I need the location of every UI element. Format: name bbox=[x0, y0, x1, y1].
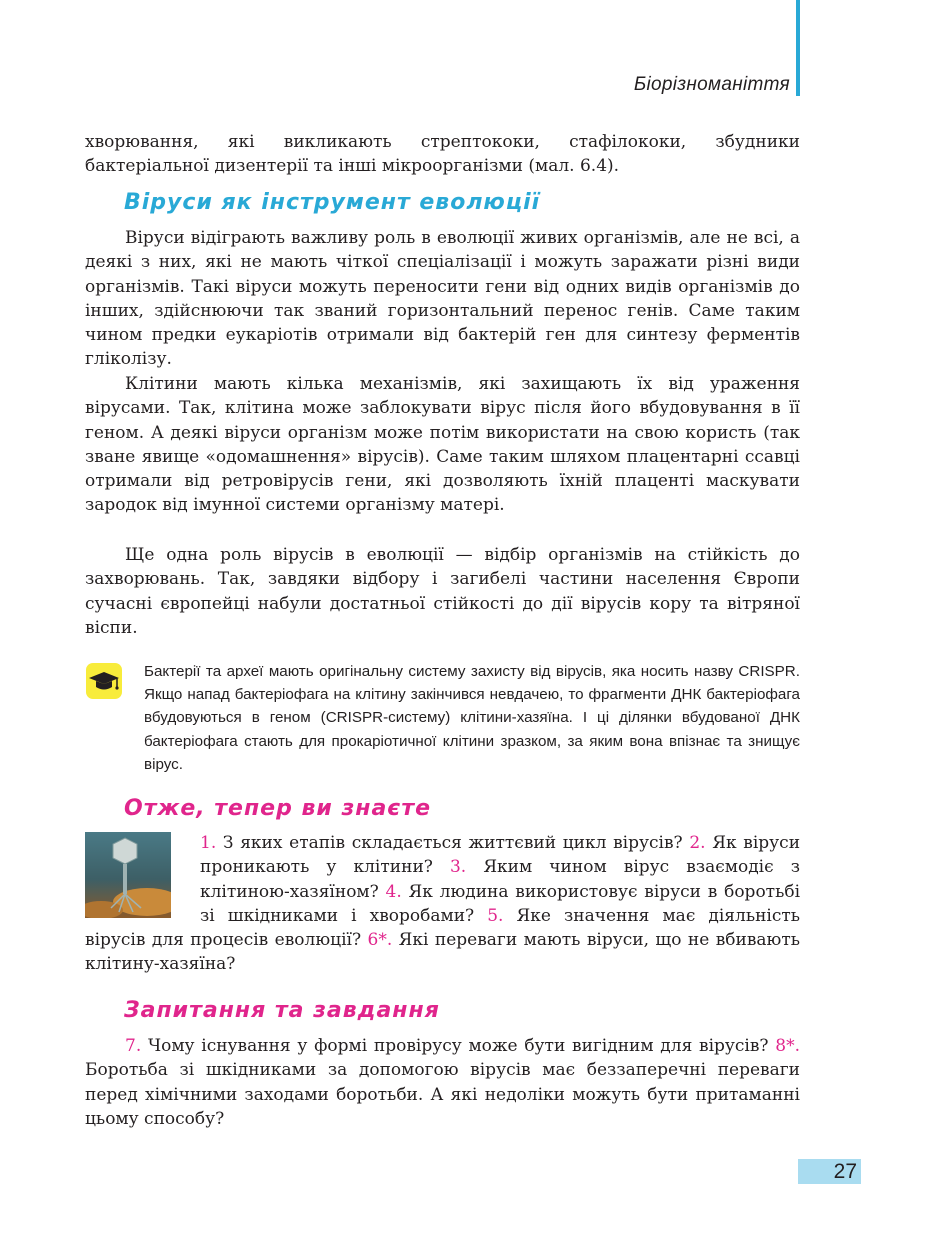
question-text: Яким чином вірус взаємодіє з клітиною-хазяїном? bbox=[200, 857, 801, 902]
task-text: Боротьба зі шкідниками за допомогою вірусів має беззаперечні переваги перед хімічними заходами боротьби. А які недоліки можуть бути притаманні цьому способу? bbox=[85, 1060, 800, 1129]
running-header-title: Біорізноманіття bbox=[633, 74, 790, 95]
intro-paragraph: хворювання, які викликають стрептококи, стафілококи, збудники бактеріальної дизентерії та інші мікроорганізми (мал. 6.4). bbox=[85, 132, 800, 177]
task-number: 8*. bbox=[775, 1036, 801, 1056]
tasks-paragraph bbox=[85, 1034, 800, 1131]
section-heading-evolution: Віруси як інструмент еволюції bbox=[124, 190, 541, 215]
question-number: 6*. bbox=[367, 930, 393, 951]
question-number: 5. bbox=[487, 905, 504, 926]
page-number-box bbox=[798, 1159, 861, 1184]
question-number: 3. bbox=[449, 857, 467, 878]
header-accent-bar bbox=[796, 0, 800, 96]
graduation-cap-icon bbox=[86, 663, 122, 699]
question-number: 2. bbox=[689, 833, 706, 853]
evolution-paragraph-1: Віруси відіграють важливу роль в еволюції живих організмів, але не всі, а деякі з них, які не мають чіткої спеціалізації і можуть заражати різні види організмів. Такі віруси можуть переносити гени від одних видів організмів до інших, здійснюючи так званий горизонтальний перенос генів. Саме таким чином предки еукаріотів отримали від бактерій ген для синтезу ферментів гліколізу. bbox=[85, 228, 800, 370]
question-number: 1. bbox=[200, 833, 217, 853]
question-text: З яких етапів складається життєвий цикл вірусів? bbox=[222, 833, 683, 853]
crispr-note: Бактерії та археї мають оригінальну систему захисту від вірусів, яка носить назву CRISPR. Якщо напад бактеріофага на клітину закінчився невдачею, то фрагменти ДНК бактеріофага вбудовуються в геном (CRISPR-систему) клітини-хазяїна. І ці ділянки вбудованої ДНК бактеріофага стають для прокаріотичної клітини зразком, за яким вона впізнає та знищує вірус. bbox=[144, 663, 800, 773]
question-text: Як людина використовує віруси в боротьбі зі шкідниками і хворобами? bbox=[200, 881, 801, 926]
image-wrap-spacer bbox=[85, 831, 200, 923]
summary-questions bbox=[85, 831, 800, 977]
task-number: 7. bbox=[125, 1036, 142, 1056]
question-number: 4. bbox=[385, 881, 402, 902]
section-heading-tasks: Запитання та завдання bbox=[124, 998, 440, 1023]
question-text: Яке значення має діяльність вірусів для процесів еволюції? bbox=[85, 905, 801, 951]
question-text: Як віруси проникають у клітини? bbox=[200, 833, 801, 878]
evolution-paragraph-3: Ще одна роль вірусів в еволюції — відбір організмів на стійкість до захворювань. Так, завдяки відбору і загибелі частини населення Європи сучасні європейці набули достатньої стійкості до дії вірусів кору та вітряної віспи. bbox=[85, 545, 800, 638]
page-number: 27 bbox=[833, 1160, 857, 1183]
question-text: Які переваги мають віруси, що не вбивають клітину-хазяїна? bbox=[85, 930, 801, 975]
evolution-paragraph-2: Клітини мають кілька механізмів, які захищають їх від ураження вірусами. Так, клітина може заблокувати вірус після його вбудовування в її геном. А деякі віруси організм може потім використати на свою користь (так зване явище «одомашнення» вірусів). Саме таким шляхом плацентарні ссавці отримали від ретровірусів гени, які дозволяють їхній плаценті маскувати зародок від імунної системи організму матері. bbox=[85, 374, 800, 516]
section-heading-summary: Отже, тепер ви знаєте bbox=[124, 796, 432, 821]
task-text: Чому існування у формі провірусу може бути вигідним для вірусів? bbox=[147, 1036, 769, 1056]
